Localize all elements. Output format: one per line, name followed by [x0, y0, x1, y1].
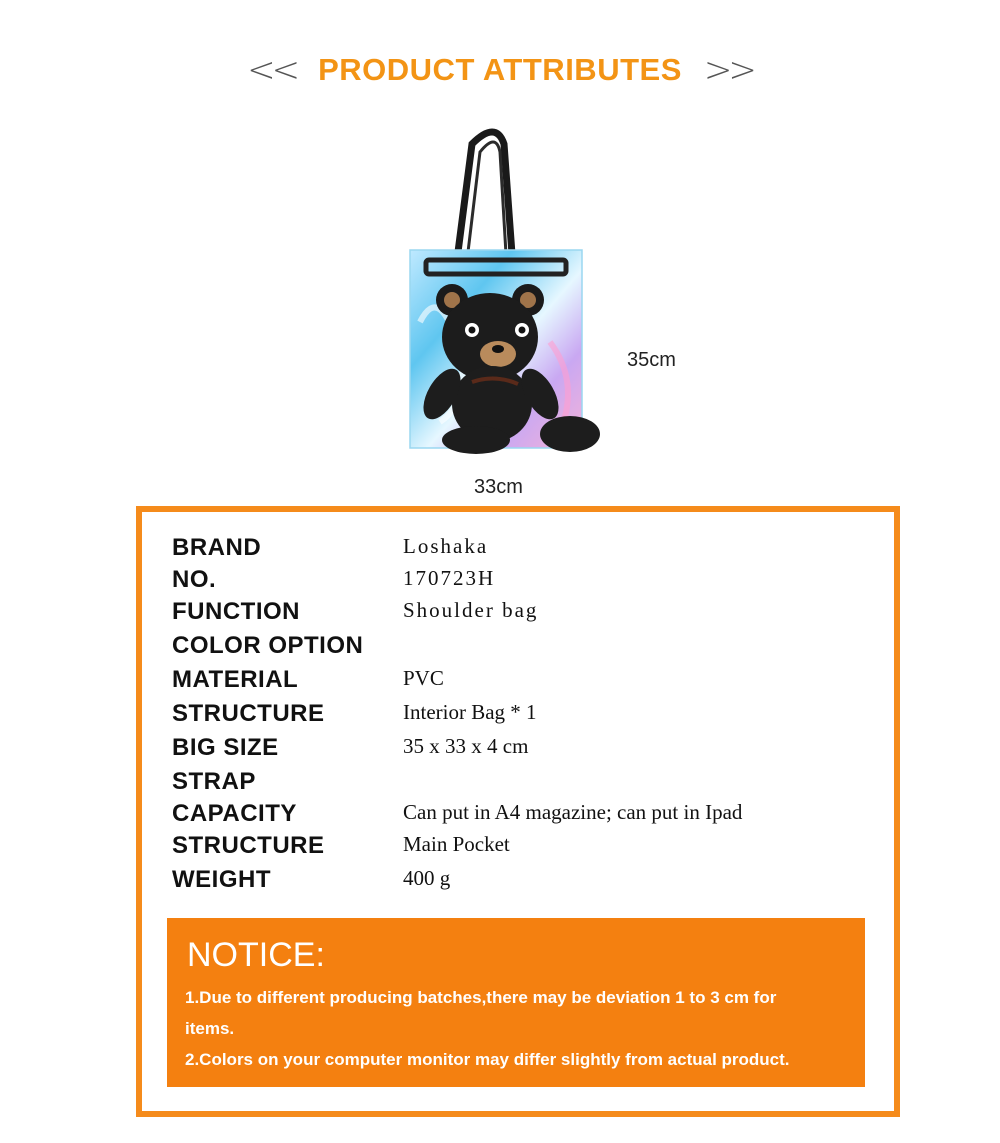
- attr-value-big-size: 35 x 33 x 4 cm: [403, 734, 529, 758]
- attr-value-weight: 400 g: [403, 866, 451, 890]
- attr-label-big-size: BIG SIZE: [172, 734, 279, 761]
- bag-handle: [468, 142, 506, 254]
- attr-label-no: NO.: [172, 566, 217, 593]
- notice-line-1: 1.Due to different producing batches,there may be deviation 1 to 3 cm for: [185, 988, 777, 1007]
- left-chevrons: <<: [247, 50, 297, 90]
- attr-value-material: PVC: [403, 666, 444, 690]
- notice-line-2: 2.Colors on your computer monitor may differ slightly from actual product.: [185, 1050, 790, 1069]
- attr-value-structure: Interior Bag * 1: [403, 700, 537, 724]
- attr-value-structure-2: Main Pocket: [403, 832, 510, 856]
- width-dimension-label: 33cm: [474, 476, 523, 498]
- attr-label-material: MATERIAL: [172, 666, 299, 693]
- right-chevrons: >>: [703, 50, 753, 90]
- product-image: [400, 122, 610, 462]
- attr-value-no: 170723H: [403, 566, 496, 590]
- attr-label-color-option: COLOR OPTION: [172, 632, 364, 659]
- attr-label-weight: WEIGHT: [172, 866, 271, 893]
- attr-value-function: Shoulder bag: [403, 598, 539, 622]
- notice-box: [167, 918, 865, 1087]
- attr-label-structure: STRUCTURE: [172, 700, 325, 727]
- notice-line-1b: items.: [185, 1019, 235, 1038]
- attr-label-structure-2: STRUCTURE: [172, 832, 325, 859]
- attr-value-capacity: Can put in A4 magazine; can put in Ipad: [403, 800, 743, 824]
- section-header: [0, 48, 1000, 92]
- attr-label-strap: STRAP: [172, 768, 256, 795]
- attr-label-brand: BRAND: [172, 534, 262, 561]
- attr-value-brand: Loshaka: [403, 534, 489, 558]
- height-dimension-label: 35cm: [627, 349, 676, 371]
- attr-label-capacity: CAPACITY: [172, 800, 297, 827]
- notice-title: NOTICE:: [187, 936, 325, 974]
- section-title: PRODUCT ATTRIBUTES: [318, 52, 682, 87]
- attr-label-function: FUNCTION: [172, 598, 300, 625]
